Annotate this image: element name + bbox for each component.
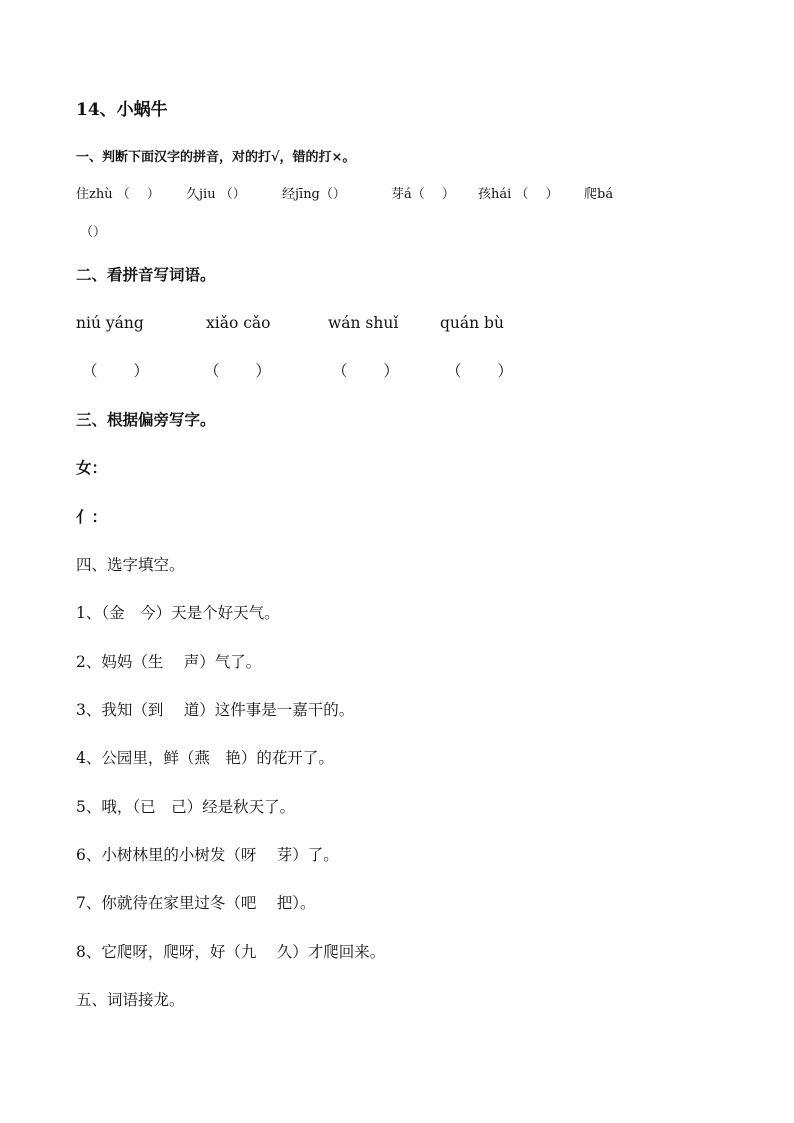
fill-in-item: 5、哦，（已 己）经是秋天了。 bbox=[76, 798, 296, 816]
pinyin-word: xiǎo cǎo bbox=[206, 314, 271, 332]
tone-item: 孩hái （ ） bbox=[478, 187, 559, 202]
answer-blank: （ ） bbox=[82, 362, 149, 380]
pinyin-word: wán shuǐ bbox=[328, 314, 399, 332]
lesson-title: 14、小蜗牛 bbox=[76, 100, 168, 120]
answer-blank: （ ） bbox=[204, 362, 271, 380]
tone-item: 住zhù （ ） bbox=[76, 187, 160, 202]
tone-item: 久jiu （） bbox=[186, 187, 246, 202]
pinyin-word: niú yáng bbox=[76, 314, 144, 332]
radical-line: 亻： bbox=[76, 507, 108, 526]
fill-in-item: 4、公园里，鲜（燕 艳）的花开了。 bbox=[76, 749, 334, 767]
fill-in-item: 3、我知（到 道）这件事是一嘉干的。 bbox=[76, 701, 355, 719]
answer-blank: （ ） bbox=[446, 362, 513, 380]
fill-in-item: 8、它爬呀，爬呀，好（九 久）才爬回来。 bbox=[76, 943, 386, 961]
fill-in-item: 6、小树林里的小树发（呀 芽）了。 bbox=[76, 846, 339, 864]
fill-in-item: 1、（金 今）天是个好天气。 bbox=[76, 604, 280, 622]
tone-item: 芽á（ ） bbox=[391, 187, 455, 202]
radical-line: 女： bbox=[76, 458, 108, 477]
tone-item: 爬bá bbox=[584, 187, 614, 202]
tone-item: （） bbox=[80, 225, 107, 240]
pinyin-word: quán bù bbox=[440, 314, 504, 332]
section1-heading: 一、判断下面汉字的拼音，对的打√，错的打×。 bbox=[76, 150, 356, 165]
section3-heading: 三、根据偏旁写字。 bbox=[76, 410, 216, 429]
section2-heading: 二、看拼音写词语。 bbox=[76, 265, 216, 284]
fill-in-item: 2、妈妈（生 声）气了。 bbox=[76, 653, 262, 671]
section5-heading: 五、词语接龙。 bbox=[76, 991, 185, 1009]
section4-heading: 四、选字填空。 bbox=[76, 556, 185, 574]
tone-item: 经jīng（） bbox=[282, 187, 346, 202]
answer-blank: （ ） bbox=[332, 362, 399, 380]
fill-in-item: 7、你就待在家里过冬（吧 把）。 bbox=[76, 894, 316, 912]
